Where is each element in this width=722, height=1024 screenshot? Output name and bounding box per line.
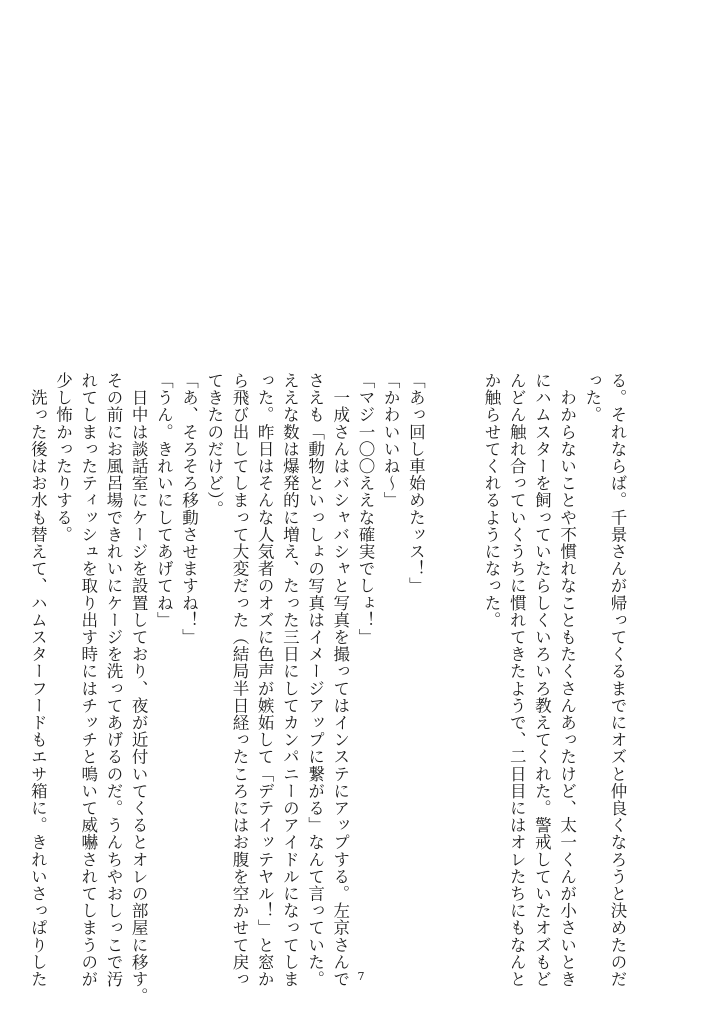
text-line: ええな数は爆発的に増え、たった三日にしてカンパニーのアイドルになってしま: [280, 372, 300, 988]
text-line: った。: [582, 372, 602, 424]
text-line: れてしまったティッシュを取り出す時にはチッチと鳴いて威嚇されてしまうのが: [78, 372, 98, 988]
text-line: 少し怖かったりする。: [53, 372, 73, 543]
text-line: ら飛び出してしまって大変だった（結局半日経ったころにはお腹を空かせて戻っ: [229, 372, 249, 988]
text-line: んどん触れ合っていくうちに慣れてきたようで、二日目にはオレたちにもなんと: [507, 372, 527, 988]
blank-line: [428, 372, 453, 956]
text-line: る。それならば。千景さんが帰ってくるまでにオズと仲良くなろうと決めたのだ: [608, 372, 627, 988]
text-line: にハムスターを飼っていたらしくいろいろ教えてくれた。警戒していたオズもど: [532, 372, 552, 988]
text-line: 洗った後はお水も替えて、ハムスターフードもエサ箱に。きれいさっぱりした: [28, 372, 48, 988]
text-line: 「マジ一〇〇ええな確実でしょ！」: [355, 372, 375, 646]
blank-line: [454, 372, 479, 956]
text-line: わからないことや不慣れなこともたくさんあったけど、太一くんが小さいとき: [557, 372, 577, 988]
text-line: さえも「動物といっしょの写真はイメージアップに繋がる」なんて言っていた。: [305, 372, 325, 988]
text-line: 「あ、そろそろ移動させますね！」: [179, 372, 199, 646]
text-line: 「あっ回し車始めたッス！」: [406, 372, 426, 595]
text-line: 日中は談話室にケージを設置しており、夜が近付いてくるとオレの部屋に移す。: [129, 372, 149, 1005]
page-number: 7: [357, 970, 365, 983]
text-line: か触らせてくれるようになった。: [481, 372, 501, 629]
text-line: その前にお風呂場できれいにケージを洗ってあげるのだ。うんちやおしっこで汚: [103, 372, 123, 988]
text-line: 一成さんはバシャバシャと写真を撮ってはインステにアップする。左京さんで: [330, 372, 350, 988]
text-line: てきたのだけど）。: [204, 372, 224, 518]
vertical-text-body: [28, 372, 630, 1005]
text-line: 「かわいいね〜」: [381, 372, 401, 509]
text-line: った。昨日はそんな人気者のオズに色声が嫉妬して「デテイッテヤル！」と窓か: [255, 372, 275, 988]
text-line: 「うん。きれいにしてあげてね」: [154, 372, 174, 629]
